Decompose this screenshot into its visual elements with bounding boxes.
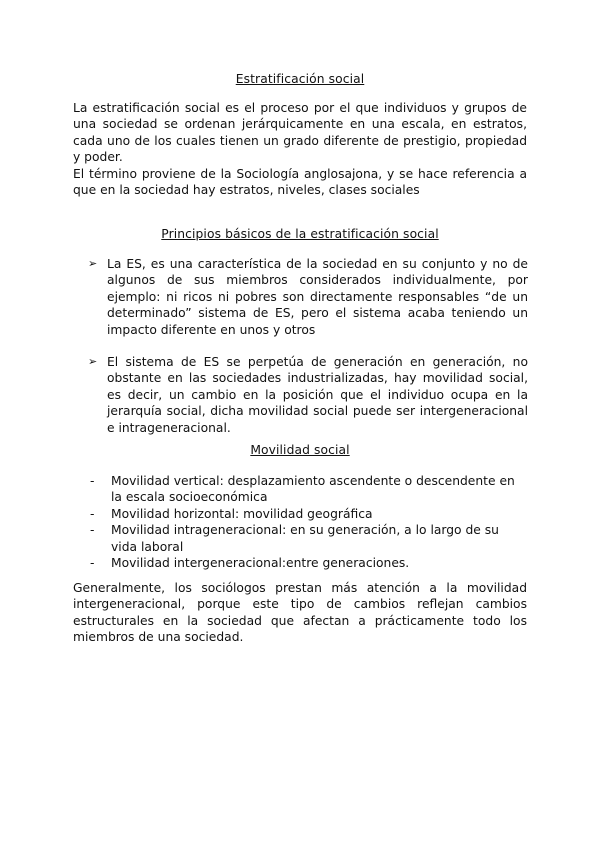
mobility-text-3: Movilidad intrageneracional: en su generación, a lo largo de su vida laboral [111,523,499,554]
principles-list [88,256,528,436]
dash-bullet: - [90,474,95,488]
mobility-heading: Movilidad social [250,443,350,457]
list-item [88,555,528,571]
conclusion-paragraph: Generalmente, los sociólogos prestan más atención a la movilidad intergeneracional, porque este tipo de cambios reflejan cambios estructurales en la sociedad que afectan a prácticamente todo los miembros de una sociedad. [73,581,527,645]
dash-bullet: - [90,556,95,571]
list-item [88,522,528,555]
list-item [88,473,528,506]
mobility-text-4: Movilidad intergeneracional:entre generaciones. [111,556,410,571]
principles-heading: Principios básicos de la estratificación social [161,227,439,241]
dash-bullet: - [90,506,95,521]
intro-paragraph [73,100,527,198]
intro-definition: La estratificación social es el proceso por el que individuos y grupos de una sociedad se ordenan jerárquicamente en una escala, en estratos, cada uno de los cuales tienen un grado diferente de prestigio, propiedad y poder. [73,101,527,165]
dash-bullet: - [90,523,95,538]
list-item [88,506,528,522]
arrow-bullet-icon: ➢ [88,257,98,270]
page-title: Estratificación social [235,72,365,86]
mobility-list [88,473,528,571]
arrow-bullet-icon: ➢ [88,355,98,369]
list-item [88,256,528,338]
list-item [88,354,528,436]
principle-text-2: El sistema de ES se perpetúa de generación en generación, no obstante en las sociedades industrializadas, hay movilidad social, es decir, un cambio en la posición que el individuo ocupa en la jerarquía social, dicha movilidad social puede ser intergeneracional e intrageneracional. [107,355,528,435]
intro-origin: El término proviene de la Sociología anglosajona, y se hace referencia a que en la sociedad hay estratos, niveles, clases sociales [73,166,527,198]
mobility-text-2: Movilidad horizontal: movilidad geográfica [111,506,373,521]
mobility-text-1: Movilidad vertical: desplazamiento ascendente o descendente en la escala socioeconómica [111,474,515,505]
principle-text-1: La ES, es una característica de la sociedad en su conjunto y no de algunos de sus miembros considerados individualmente, por ejemplo: ni ricos ni pobres son directamente responsables “de un determinado” sistema de ES, pero el sistema acaba teniendo un impacto diferente en unos y otros [107,257,528,337]
